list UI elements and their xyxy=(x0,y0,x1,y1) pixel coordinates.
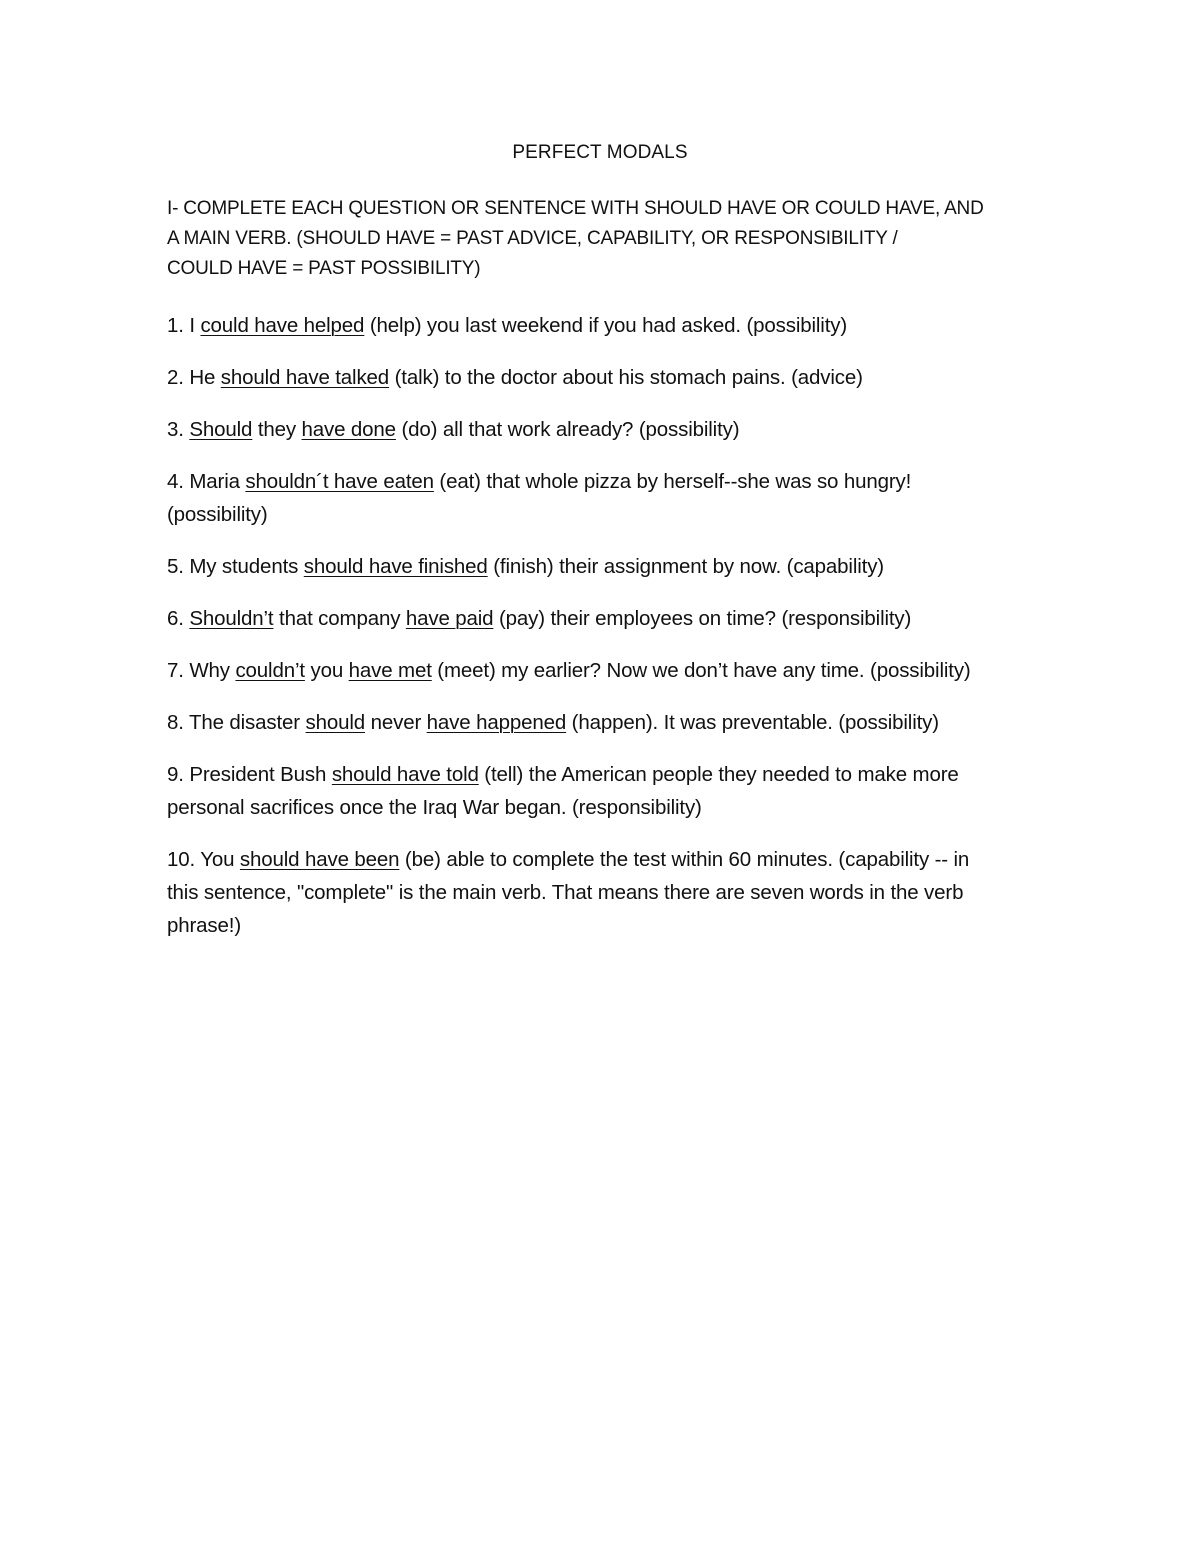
exercise-line xyxy=(167,602,1047,635)
sentence-text: personal sacrifices once the Iraq War began. (responsibility) xyxy=(167,796,702,819)
exercise-line xyxy=(167,361,1047,394)
exercise-line xyxy=(167,909,1047,942)
exercise-line xyxy=(167,758,1047,791)
exercise-line xyxy=(167,654,1047,687)
exercise-item xyxy=(167,843,1047,942)
exercise-line xyxy=(167,498,1047,531)
answer-text: have happened xyxy=(426,711,567,734)
sentence-text: 6. xyxy=(167,607,190,630)
answer-text: should have finished xyxy=(303,555,488,578)
instructions-line: I- COMPLETE EACH QUESTION OR SENTENCE WITH SHOULD HAVE OR COULD HAVE, AND xyxy=(167,198,984,219)
exercise-line xyxy=(167,876,1047,909)
sentence-text: (possibility) xyxy=(167,503,268,526)
answer-text: couldn’t xyxy=(235,659,305,682)
answer-text: could have helped xyxy=(200,314,365,337)
sentence-text: (talk) to the doctor about his stomach pains. (advice) xyxy=(389,366,863,389)
exercise-line xyxy=(167,550,1047,583)
answer-text: Shouldn’t xyxy=(189,607,274,630)
sentence-text: 9. President Bush xyxy=(167,763,332,786)
instructions xyxy=(167,194,1047,284)
sentence-text: phrase!) xyxy=(167,914,242,937)
exercise-line xyxy=(167,706,1047,739)
sentence-text: 4. Maria xyxy=(167,470,246,493)
exercise-item xyxy=(167,758,1047,824)
sentence-text: (be) able to complete the test within 60 minutes. (capability -- in xyxy=(399,848,970,871)
exercise-line xyxy=(167,413,1047,446)
answer-text: shouldn´t have eaten xyxy=(245,470,434,493)
answer-text: have met xyxy=(348,659,432,682)
answer-text: Should xyxy=(189,418,253,441)
exercise-item xyxy=(167,361,1047,394)
answer-text: should xyxy=(305,711,366,734)
exercise-line xyxy=(167,843,1047,876)
answer-text: should have been xyxy=(239,848,400,871)
sentence-text: 5. My students xyxy=(167,555,304,578)
answer-text: have paid xyxy=(405,607,494,630)
sentence-text: they xyxy=(252,418,302,441)
exercise-line xyxy=(167,465,1047,498)
sentence-text: 3. xyxy=(167,418,190,441)
exercise-item xyxy=(167,654,1047,687)
sentence-text: 8. The disaster xyxy=(167,711,306,734)
answer-text: should have talked xyxy=(220,366,390,389)
sentence-text: this sentence, "complete" is the main verb. That means there are seven words in the verb xyxy=(167,881,964,904)
exercise-list xyxy=(167,309,1047,961)
exercise-item xyxy=(167,465,1047,531)
exercise-item xyxy=(167,309,1047,342)
sentence-text: 7. Why xyxy=(167,659,236,682)
answer-text: should have told xyxy=(331,763,479,786)
sentence-text: 10. You xyxy=(167,848,240,871)
sentence-text: that company xyxy=(273,607,406,630)
instructions-line: A MAIN VERB. (SHOULD HAVE = PAST ADVICE, CAPABILITY, OR RESPONSIBILITY / xyxy=(167,228,898,249)
exercise-item xyxy=(167,550,1047,583)
sentence-text: (pay) their employees on time? (responsibility) xyxy=(493,607,912,630)
sentence-text: (do) all that work already? (possibility) xyxy=(395,418,740,441)
sentence-text: (finish) their assignment by now. (capability) xyxy=(487,555,884,578)
exercise-item xyxy=(167,706,1047,739)
sentence-text: (help) you last weekend if you had asked. (possibility) xyxy=(364,314,848,337)
sentence-text: 2. He xyxy=(167,366,221,389)
exercise-line xyxy=(167,791,1047,824)
sentence-text: you xyxy=(304,659,349,682)
sentence-text: (meet) my earlier? Now we don’t have any time. (possibility) xyxy=(431,659,971,682)
exercise-item xyxy=(167,413,1047,446)
sentence-text: (eat) that whole pizza by herself--she was so hungry! xyxy=(433,470,912,493)
sentence-text: 1. I xyxy=(167,314,201,337)
exercise-line xyxy=(167,309,1047,342)
answer-text: have done xyxy=(301,418,396,441)
instructions-line: COULD HAVE = PAST POSSIBILITY) xyxy=(167,258,481,279)
sentence-text: (happen). It was preventable. (possibility) xyxy=(566,711,939,734)
page-title: PERFECT MODALS xyxy=(512,142,688,163)
exercise-item xyxy=(167,602,1047,635)
sentence-text: (tell) the American people they needed to make more xyxy=(478,763,959,786)
sentence-text: never xyxy=(365,711,427,734)
